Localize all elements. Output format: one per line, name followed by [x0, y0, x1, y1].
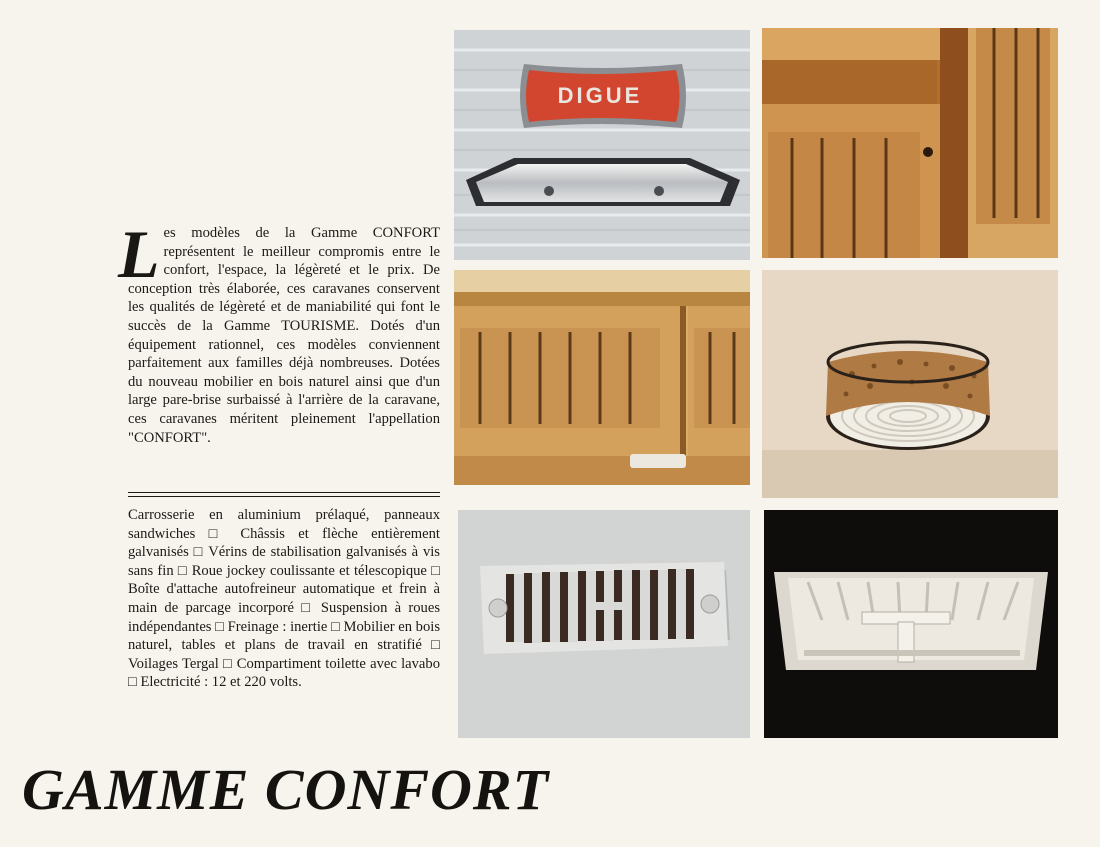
intro-text: es modèles de la Gamme CONFORT représentent le meilleur compromis entre le confort, l'espace, la légèreté et le prix. De conception très élaborée, ces caravanes conservent les qualités de légèreté et de maniabilité qui font le succès de la Gamme TOURISME. Dotés d'un équipement rationnel, ces modèles conviennent parfaitement aux familles déjà nombreuses. Dotées du nouveau mobilier en bois naturel ainsi que d'un large pare-brise surbaissé à l'arrière de la caravane, ces caravanes méritent pleinement l'appellation "CONFORT".: [128, 225, 440, 446]
photo-badge-and-light: [454, 30, 750, 260]
features-list: [128, 506, 440, 692]
photo-ceiling-light: [762, 270, 1058, 498]
intro-paragraph: [118, 216, 440, 447]
divider-rule-top: [128, 492, 440, 493]
photo-wood-cabinet-corner: [762, 28, 1058, 258]
page-title: GAMME CONFORT: [22, 757, 550, 822]
divider-rule-bottom: [128, 496, 440, 497]
photo-vent-grille: [458, 510, 750, 738]
photo-dark-interior-fixture: [764, 510, 1058, 738]
drop-cap: L: [118, 216, 160, 292]
features-text: Carrosserie en aluminium prélaqué, panneaux sandwiches □ Châssis et flèche entièrement galvanisés □ Vérins de stabilisation galvanisés à vis sans fin □ Roue jockey coulissante et télescopique □ Boîte d'attache autofreineur automatique et frein à main de parcage incorporé □ Suspension à roues indépendantes □ Freinage : inertie □ Mobilier en bois naturel, tables et plans de travail en stratifié □ Voilages Tergal □ Compartiment toilette avec lavabo □ Electricité : 12 et 220 volts.: [128, 507, 440, 691]
badge-label: DIGUE: [557, 83, 643, 108]
photo-wood-overhead-cabinets: [454, 270, 750, 485]
